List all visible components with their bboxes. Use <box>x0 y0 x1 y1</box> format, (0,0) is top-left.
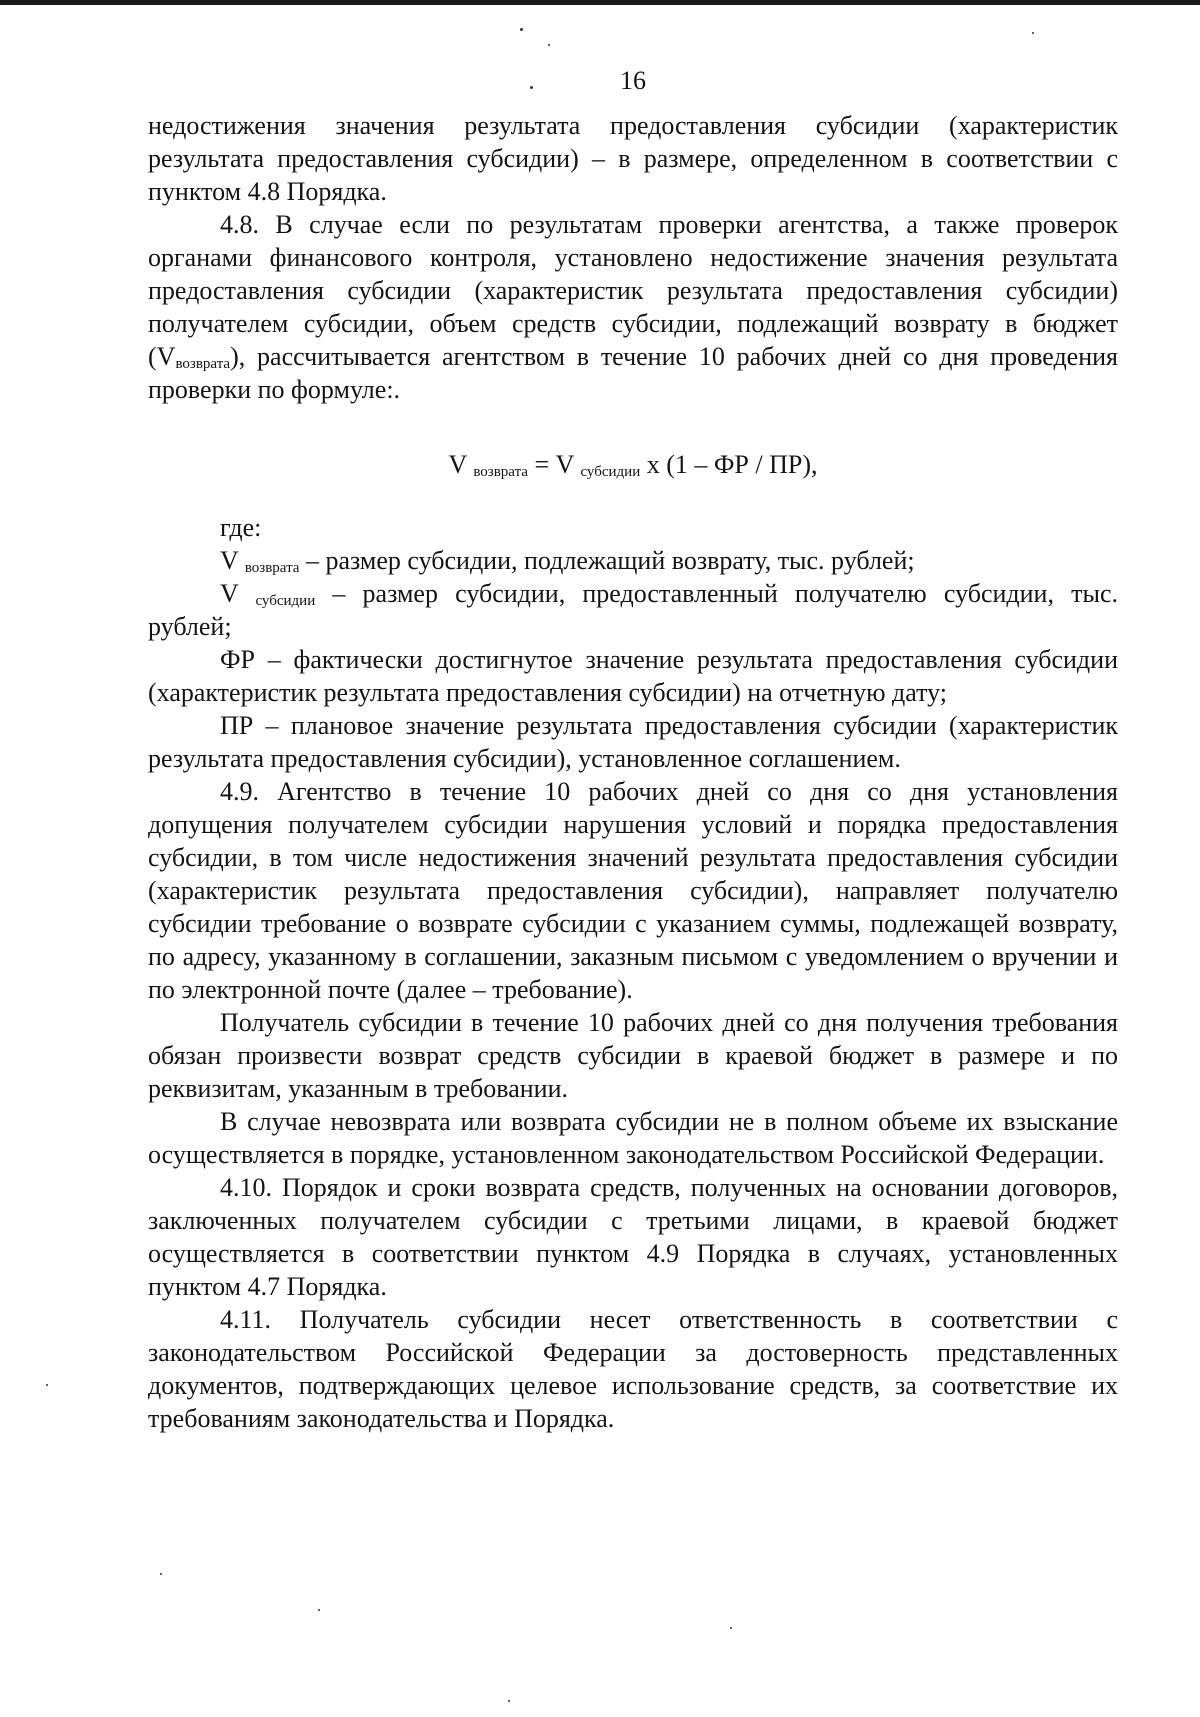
paragraph-4-8-tail: ), рассчитывается агентством в течение 10 рабочих дней со дня проведения проверки по формуле:. <box>148 342 1118 404</box>
paragraph-nonreturn: В случае невозврата или возврата субсидии не в полном объеме их взыскание осуществляется в порядке, установленном законодательством Российской Федерации. <box>148 1107 1118 1169</box>
paragraph-4-11: 4.11. Получатель субсидии несет ответственность в соответствии с законодательством Российской Федерации за достоверность представленных документов, подтверждающих целевое использование средств, за соответствие их требованиям законодательства и Порядка. <box>148 1305 1118 1433</box>
scan-speck <box>508 1700 510 1702</box>
paragraph-continuation: недостижения значения результата предоставления субсидии (характеристик результата предоставления субсидии) – в размере, определенном в соответствии с пунктом 4.8 Порядка. <box>148 111 1118 206</box>
formula-rhs-tail: x (1 – ФР / ПР), <box>640 450 818 479</box>
formula-rhs-var: V <box>555 450 581 479</box>
formula-lhs-var: V <box>448 450 474 479</box>
where-label: где: <box>220 513 262 542</box>
page-number: 16 <box>620 66 646 95</box>
paragraph-4-10: 4.10. Порядок и сроки возврата средств, полученных на основании договоров, заключенных получателем субсидии с третьими лицами, в краевой бюджет осуществляется в соответствии пунктом 4.9 Порядка в случаях, установленных пунктом 4.7 Порядка. <box>148 1173 1118 1301</box>
document-page <box>148 64 1118 1435</box>
definition-v-return-var: V <box>220 546 245 575</box>
paragraph-recipient-obligation: Получатель субсидии в течение 10 рабочих дней со дня получения требования обязан произвести возврат средств субсидии в краевой бюджет в размере и по реквизитам, указанным в требовании. <box>148 1008 1118 1103</box>
paragraph-4-9: 4.9. Агентство в течение 10 рабочих дней со дня со дня установления допущения получателем субсидии нарушения условий и порядка предоставления субсидии, в том числе недостижения значений результата предоставления субсидии (характеристик результата предоставления субсидии), направляет получателю субсидии требование о возврате субсидии с указанием суммы, подлежащей возврату, по адресу, указанному в соглашении, заказным письмом с уведомлением о вручении и по электронной почте (далее – требование). <box>148 777 1118 1004</box>
paragraph-4-8 <box>148 208 1118 406</box>
formula-equals: = <box>527 450 556 479</box>
definition-v-return-text: – размер субсидии, подлежащий возврату, тыс. рублей; <box>299 546 915 575</box>
scan-speck <box>548 44 550 46</box>
scan-speck <box>318 1609 320 1611</box>
scan-top-edge <box>0 0 1200 5</box>
scan-speck <box>730 1627 732 1629</box>
scan-speck <box>530 86 533 89</box>
definition-v-subsidy-text: – размер субсидии, предоставленный получателю субсидии, тыс. рублей; <box>148 579 1118 641</box>
definition-v-subsidy-sub: субсидии <box>255 593 316 609</box>
definition-v-subsidy <box>148 577 1118 643</box>
paragraph-4-8-subscript: возврата <box>175 356 231 372</box>
formula-rhs-sub: субсидии <box>580 464 641 480</box>
definition-v-return-sub: возврата <box>244 560 300 576</box>
formula-lhs-sub: возврата <box>473 464 528 480</box>
definition-fr: ФР – фактически достигнутое значение результата предоставления субсидии (характеристик результата предоставления субсидии) на отчетную дату; <box>148 645 1118 707</box>
formula <box>148 448 1118 481</box>
scan-speck <box>160 1573 162 1575</box>
scan-speck <box>520 28 523 31</box>
definition-v-return <box>148 544 1118 577</box>
scan-speck <box>1032 32 1034 34</box>
paragraph-4-8-text: 4.8. В случае если по результатам проверки агентства, а также проверок органами финансового контроля, установлено недостижение значения результата предоставления субсидии (характеристик результата предоставления субсидии) получателем субсидии, объем средств субсидии, подлежащий возврату в бюджет (V <box>148 210 1118 371</box>
scan-speck <box>46 1384 48 1386</box>
definition-v-subsidy-var: V <box>220 579 256 608</box>
definition-pr: ПР – плановое значение результата предоставления субсидии (характеристик результата предоставления субсидии), установленное соглашением. <box>148 711 1118 773</box>
